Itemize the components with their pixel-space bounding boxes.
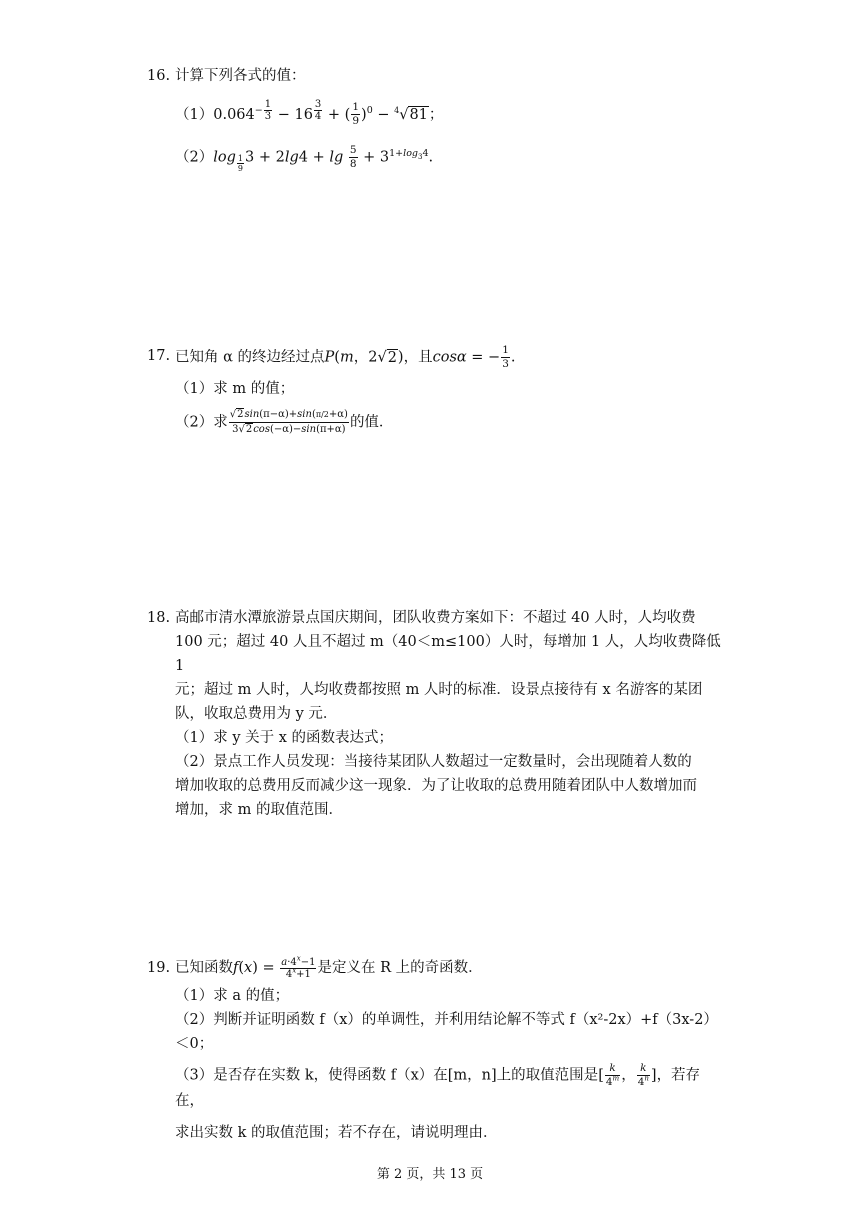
- part-3: （3）是否存在实数 k，使得函数 f（x）在[m，n]上的取值范围是[ $\frac{k}{4^m}$ ， $\frac{k}{4^n}$ ]，若存在，: [175, 1062, 701, 1109]
- part-2: （2）log $_{\frac{1}{9}}$ 3 + 2lg4 + lg $\frac{5}{8}$ + $3^{1+log_34}$.: [175, 144, 434, 173]
- question-stem: 高邮市清水潭旅游景点国庆期间，团队收费方案如下：不超过 40 人时，人均收费 100 元；超过 40 人且不超过 m（40＜m≤100）人时，每增加 1 人，人均收费降低 1 元；超过 m 人时，人均收费都按照 m 人时的标准．设景点接待有 x 名游客的某团 队，收取总费用为 y 元．: [175, 610, 721, 722]
- question-18: [147, 606, 727, 822]
- part-2: （2）求 $\frac{√2\sin(\pi-\alpha)+\sin(\pi/2+\alpha)}{3√2\cos(-\alpha)-\sin(\pi+\alpha)}$ 的值．: [175, 409, 394, 435]
- part-2: （2）景点工作人员发现：当接待某团队人数超过一定数量时，会出现随着人数的 增加收取的总费用反而减少这一现象．为了让收取的总费用随着团队中人数增加而 增加，求 m 的取值范围．: [175, 754, 697, 818]
- part-1: （1）求 m 的值；: [175, 381, 295, 397]
- question-stem: 已知函数f(x) = $\frac{a\cdot 4^x-1}{4^x+1}$ 是定义在 R 上的奇函数．: [175, 954, 483, 980]
- question-16: [147, 64, 727, 173]
- question-stem: 计算下列各式的值：: [175, 68, 306, 84]
- question-number: 19.: [147, 960, 171, 976]
- page-footer: 第 2 页，共 13 页: [376, 1167, 484, 1182]
- part-2: （2）判断并证明函数 f（x）的单调性，并利用结论解不等式 f（x²-2x）+f（3x-2） ＜0；: [175, 1012, 718, 1052]
- question-number: 18.: [147, 610, 171, 626]
- question-19: [147, 956, 727, 1145]
- part-1: $(1)0.064^{- \frac{1}{3}}$ − 16 $^{\frac{3}{4}}$ + ( $\frac{1}{9}$ )$^0$ − $^4$√81；: [175, 99, 444, 128]
- part-1: （1）求 y 关于 x 的函数表达式；: [175, 730, 394, 746]
- question-17: [147, 344, 727, 437]
- question-stem: 已知角 α 的终边经过点P(m，2√2)，且cosα = − $\frac{1}{3}$ .: [175, 344, 516, 370]
- part-3-line-2: 求出实数 k 的取值范围；若不存在，请说明理由．: [175, 1125, 498, 1141]
- question-number: 17.: [147, 348, 171, 364]
- part-1: （1）求 a 的值；: [175, 988, 290, 1004]
- question-number: 16.: [147, 68, 171, 84]
